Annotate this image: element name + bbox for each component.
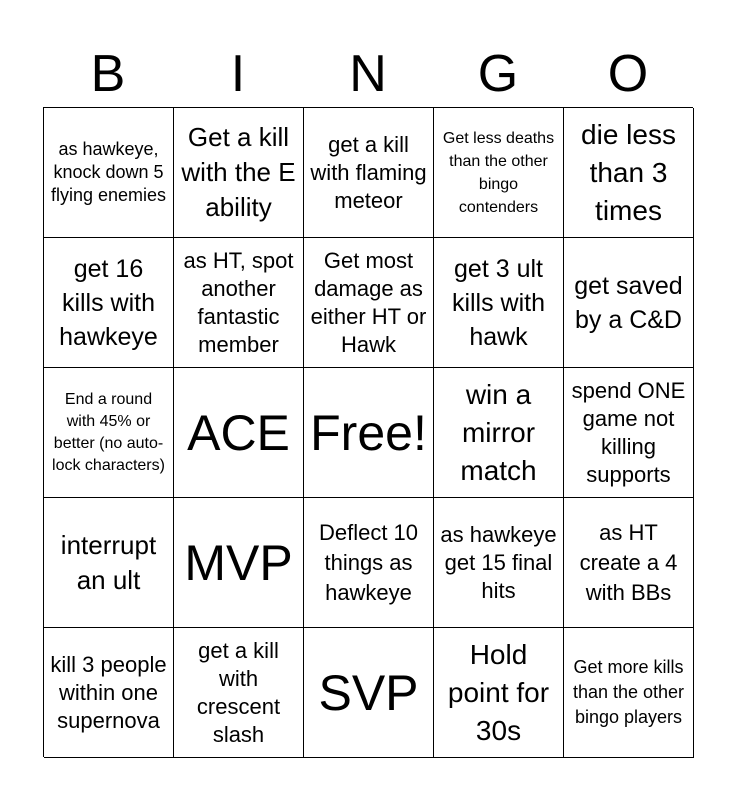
bingo-cell[interactable] [44, 238, 174, 368]
cell-text: Get a kill with the E ability [181, 122, 296, 222]
cell-text: win a mirror match [460, 378, 537, 486]
bingo-cell[interactable] [304, 498, 434, 628]
cell-text: get a kill with crescent slash [196, 637, 281, 747]
bingo-cell[interactable] [434, 238, 564, 368]
bingo-cell[interactable] [564, 368, 694, 498]
bingo-cell[interactable] [434, 108, 564, 238]
cell-text: End a round with 45% or better (no auto-lock characters) [52, 390, 165, 474]
cell-text: ACE [187, 404, 290, 461]
cell-text: MVP [184, 534, 293, 591]
header-letter-o: O [607, 45, 649, 103]
cell-text: Get less deaths than the other bingo contenders [442, 129, 555, 216]
bingo-cell[interactable] [564, 628, 694, 758]
bingo-cell[interactable] [174, 108, 304, 238]
cell-text: spend ONE game not killing supports [571, 377, 686, 487]
cell-text: kill 3 people within one supernova [50, 651, 167, 733]
bingo-cell[interactable] [174, 498, 304, 628]
header-letter-b: B [90, 45, 126, 103]
cell-text: as HT create a 4 with BBs [579, 519, 678, 605]
cell-text: get 3 ult kills with hawk [451, 254, 546, 351]
cell-text: as hawkeye get 15 final hits [440, 521, 557, 603]
header-letter-g: G [477, 45, 519, 103]
cell-text: Get more kills than the other bingo players [572, 657, 685, 727]
bingo-grid [43, 107, 693, 757]
cell-text: get a kill with flaming meteor [310, 131, 427, 213]
header-letter-n: N [349, 45, 387, 103]
cell-text: get saved by a C&D [574, 271, 683, 334]
bingo-cell[interactable] [44, 108, 174, 238]
bingo-cell[interactable] [304, 238, 434, 368]
bingo-cell[interactable] [304, 628, 434, 758]
cell-text: Hold point for 30s [447, 638, 550, 746]
cell-text: as HT, spot another fantastic member [183, 247, 294, 357]
cell-text: as hawkeye, knock down 5 flying enemies [50, 139, 167, 205]
bingo-cell[interactable] [174, 238, 304, 368]
cell-text: Free! [310, 404, 427, 461]
cell-text: SVP [318, 664, 419, 721]
free-space-cell[interactable] [304, 368, 434, 498]
bingo-cell[interactable] [44, 368, 174, 498]
bingo-cell[interactable] [174, 368, 304, 498]
cell-text: Get most damage as either HT or Hawk [310, 247, 427, 357]
bingo-cell[interactable] [174, 628, 304, 758]
bingo-cell[interactable] [564, 108, 694, 238]
bingo-cell[interactable] [434, 498, 564, 628]
header-letter-i: I [230, 45, 246, 103]
bingo-cell[interactable] [44, 498, 174, 628]
bingo-cell[interactable] [44, 628, 174, 758]
cell-text: Deflect 10 things as hawkeye [318, 519, 419, 605]
bingo-header [43, 40, 693, 108]
cell-text: die less than 3 times [581, 118, 676, 226]
bingo-cell[interactable] [434, 368, 564, 498]
bingo-cell[interactable] [564, 498, 694, 628]
bingo-cell[interactable] [304, 108, 434, 238]
cell-text: get 16 kills with hawkeye [59, 254, 158, 351]
cell-text: interrupt an ult [60, 529, 157, 595]
bingo-cell[interactable] [564, 238, 694, 368]
bingo-cell[interactable] [434, 628, 564, 758]
